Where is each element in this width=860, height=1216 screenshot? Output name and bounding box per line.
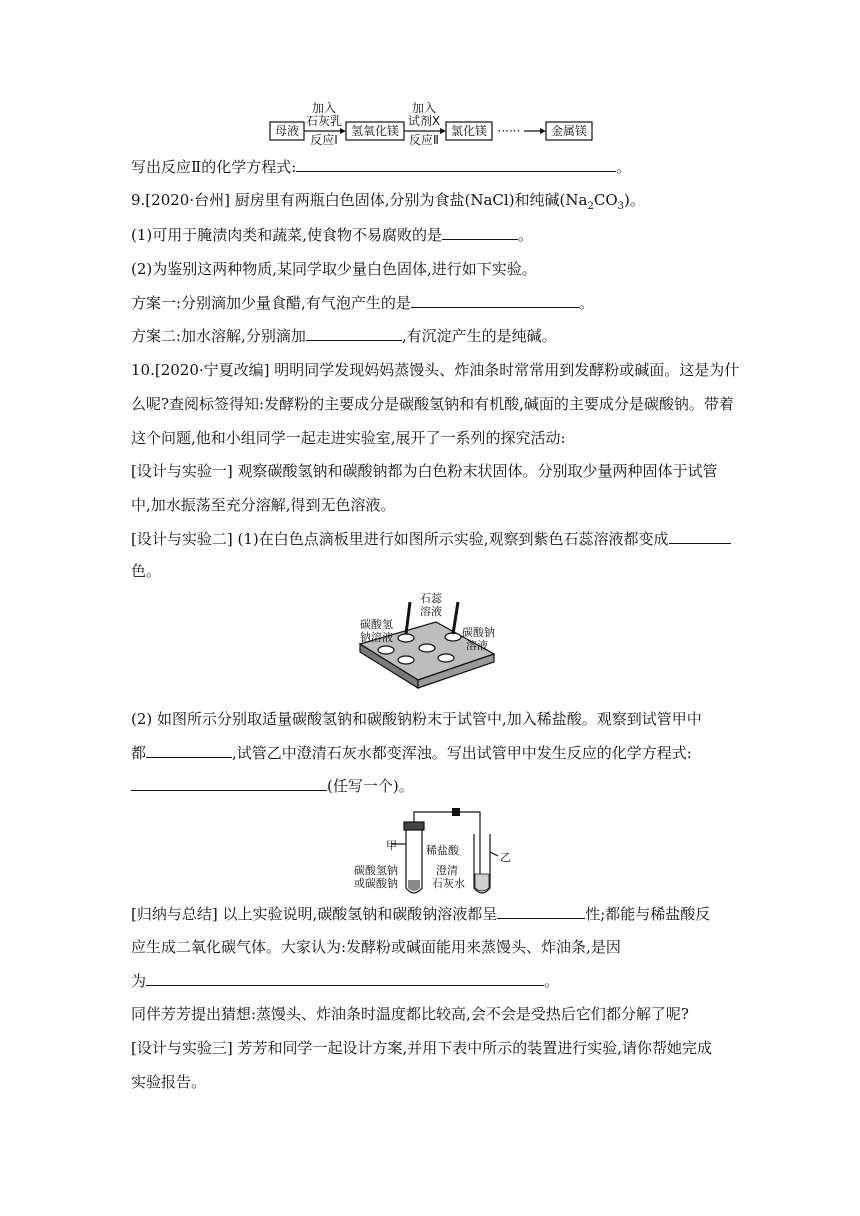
q9-plan1-text: 方案一:分别滴加少量食醋,有气泡产生的是	[131, 294, 411, 312]
q9-stem	[131, 190, 645, 217]
fig1-left-label1: 碳酸氢	[360, 618, 393, 631]
q10-line2: 么呢?查阅标签得知:发酵粉的主要成分是碳酸氢钠和有机酸,碱面的主要成分是碳酸钠。带着	[131, 395, 734, 413]
q9-plan2	[131, 326, 557, 346]
q10-s1b: 性;都能与稀盐酸反	[585, 905, 711, 923]
q10-exp3-line2: 实验报告。	[131, 1073, 207, 1091]
fig2-lime-label2: 石灰水	[432, 877, 465, 890]
q8-prompt: 写出反应Ⅱ的化学方程式:	[131, 158, 297, 176]
fig2-acid-label: 稀盐酸	[426, 844, 459, 857]
q10-exp2-text: [设计与实验二] (1)在白色点滴板里进行如图所示实验,观察到紫色石蕊溶液都变成	[131, 530, 669, 548]
flow-box4-text: 金属镁	[550, 124, 588, 138]
fig2-solid-label1: 碳酸氢钠	[354, 864, 398, 877]
answer-blank[interactable]	[411, 293, 579, 308]
flow-box1-text: 母液	[274, 124, 300, 138]
fig2-tube-yi-label: 乙	[500, 851, 511, 864]
arrow1-label-top1: 加入	[311, 101, 337, 115]
arrow1-label-bottom: 反应Ⅰ	[310, 133, 338, 147]
q9-plan2-text: 方案二:加水溶解,分别滴加	[131, 327, 306, 345]
q10-exp2-part2-line1: (2) 如图所示分别取适量碳酸氢钠和碳酸钠粉末于试管中,加入稀盐酸。观察到试管甲中	[131, 710, 702, 728]
arrow1-label-top2: 石灰乳	[305, 114, 343, 128]
q10-exp1-line1: [设计与实验一] 观察碳酸氢钠和碳酸钠都为白色粉末状固体。分别取少量两种固体于试管	[131, 462, 718, 480]
arrow2-label-top1: 加入	[411, 101, 437, 115]
q9-part1	[131, 225, 533, 245]
answer-blank[interactable]	[146, 743, 232, 758]
magnesium-flow-diagram	[268, 100, 598, 148]
q9-tail: )。	[624, 191, 645, 209]
fig2-tube-jia-label: 甲	[386, 839, 397, 852]
q10-exp2-line1	[131, 529, 731, 549]
q10-guess-line: 同伴芳芳提出猜想:蒸馒头、炸油条时温度都比较高,会不会是受热后它们都分解了呢?	[131, 1005, 689, 1023]
q10-summary-line3	[131, 971, 559, 991]
q10-e2e: (任写一个)。	[327, 777, 414, 795]
answer-blank[interactable]	[146, 971, 544, 986]
q9-plan1-end: 。	[578, 294, 594, 312]
q10-s3b: 。	[544, 972, 560, 990]
q10-exp2-part2-line2	[131, 743, 692, 763]
fig1-left-label2: 钠溶液	[360, 631, 393, 644]
q10-line3: 这个问题,他和小组同学一起走进实验室,展开了一系列的探究活动:	[131, 429, 566, 447]
q9-sub2: 2	[587, 201, 594, 212]
q10-s1a: [归纳与总结] 以上实验说明,碳酸氢钠和碳酸钠溶液都呈	[131, 905, 498, 923]
q10-line1: 10.[2020·宁夏改编] 明明同学发现妈妈蒸馒头、炸油条时常常用到发酵粉或碱面。这是为什	[131, 361, 740, 379]
q10-summary-line2: 应生成二氧化碳气体。大家认为:发酵粉或碱面能用来蒸馒头、炸油条,是因	[131, 938, 621, 956]
arrow2-label-bottom: 反应Ⅱ	[409, 133, 439, 147]
fig2-lime-label1: 澄清	[436, 864, 458, 877]
q9-plan1	[131, 293, 594, 313]
spot-plate-figure	[358, 592, 498, 692]
q9-plan2-end: ,有沉淀产生的是纯碱。	[401, 327, 557, 345]
fig1-litmus-label1: 石蕊	[420, 592, 442, 605]
answer-blank[interactable]	[306, 326, 402, 341]
q10-e2d-b: ,试管乙中澄清石灰水都变浑浊。写出试管甲中发生反应的化学方程式:	[232, 744, 692, 762]
arrow2-label-top2: 试剂X	[407, 114, 441, 128]
q9-p1: (1)可用于腌渍肉类和蔬菜,使食物不易腐败的是	[131, 226, 443, 244]
fig1-right-label2: 溶液	[466, 639, 488, 652]
q10-e2d-a: 都	[131, 744, 147, 762]
fig1-right-label1: 碳酸钠	[462, 626, 495, 639]
fig1-litmus-label2: 溶液	[420, 605, 442, 618]
q9-p1-end: 。	[518, 226, 534, 244]
answer-blank[interactable]	[296, 157, 616, 172]
q10-summary-line1	[131, 904, 710, 924]
q9-sub3: 3	[617, 201, 624, 212]
q10-exp1-line2: 中,加水振荡至充分溶解,得到无色溶液。	[131, 496, 396, 514]
flow-dots: ······	[497, 124, 521, 138]
q9-co: CO	[593, 191, 618, 209]
flow-box2-text: 氢氧化镁	[350, 124, 400, 138]
q9-head: 9.[2020·台州] 厨房里有两瓶白色固体,分别为食盐(NaCl)和纯碱(Na	[131, 191, 588, 209]
q8-end: 。	[616, 158, 632, 176]
q10-exp3-line1: [设计与实验三] 芳芳和同学一起设计方案,并用下表中所示的装置进行实验,请你帮她完成	[131, 1039, 713, 1057]
answer-blank[interactable]	[497, 904, 585, 919]
q9-part2: (2)为鉴别这两种物质,某同学取少量白色固体,进行如下实验。	[131, 260, 537, 278]
answer-blank[interactable]	[669, 529, 731, 544]
q10-exp2-line2: 色。	[131, 562, 162, 580]
fig2-solid-label2: 或碳酸钠	[354, 877, 398, 890]
q8-reaction-line	[131, 157, 631, 177]
test-tube-apparatus-figure	[352, 804, 522, 900]
flow-box3-text: 氯化镁	[450, 124, 488, 138]
answer-blank[interactable]	[131, 776, 327, 791]
q10-exp2-part2-line3	[131, 776, 414, 796]
answer-blank[interactable]	[442, 225, 518, 240]
q10-s3a: 为	[131, 972, 147, 990]
